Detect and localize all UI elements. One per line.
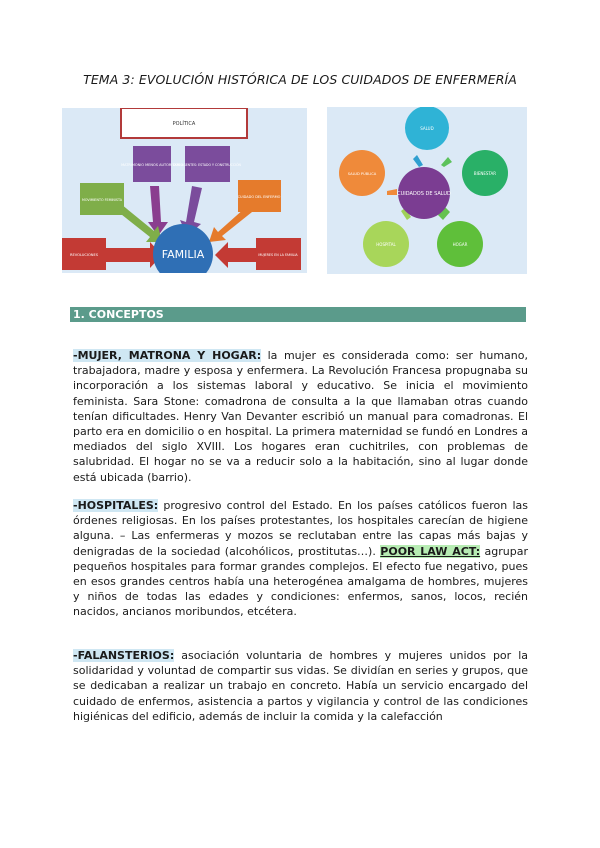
text-hospitales-1: progresivo control del Estado. En los países católicos fueron las órdenes religiosas. En los países protestantes, los hospitales carecían de higiene alguna. – Las enfermeras y mozos se reclutaban entre las capas más bajas y denigradas de la sociedad (alcohólicos, prostitutas…). [73, 499, 528, 558]
node-familia: FAMILIA [161, 248, 205, 261]
section-heading-bar [70, 307, 526, 322]
paragraph-mujer [73, 348, 528, 485]
familia-diagram [62, 108, 307, 273]
node-salud: SALUD [420, 126, 434, 131]
node-politica: POLÍTICA [172, 121, 196, 127]
label-poor-law-act: POOR LAW ACT: [380, 544, 481, 558]
cuidados-salud-diagram [327, 107, 527, 274]
node-movimiento: MOVIMIENTO FEMINISTA [82, 198, 122, 202]
label-mujer: -MUJER, MATRONA Y HOGAR: [73, 349, 262, 362]
paragraph-hospitales [73, 498, 528, 620]
text-mujer: la mujer es considerada como: ser humano, trabajadora, madre y esposa y enfermera. La Revolución Francesa propugnaba su incorporación a los sistemas laboral y educativo. Se inicia el movimiento feminista. Sara Stone: comadrona de consulta a la que llamaban otras cuando tenían dificultades. Henry Van Devanter escribió un manual para comadronas. El parto era en domicilio o en hospital. La primera maternidad se fundó en Londres a mediados del siglo XVIII. Los hogares eran cuchitriles, con problemas de salubridad. El hogar no se va a reducir solo a la habitación, sino al lugar donde está ubicada (barrio). [73, 349, 528, 484]
node-matrimonio: MATRIMONIO MENOS AUTORITARIO [121, 163, 183, 167]
node-mujeres: MUJERES EN LA FAMILIA [258, 253, 298, 257]
node-hospital: HOSPITAL [376, 242, 396, 247]
text-falansterios: asociación voluntaria de hombres y mujeres unidos por la solidaridad y voluntad de compartir sus vidas. Se dividían en series y grupos, que se dedicaban a realizar un trabajo en concreto. Había un servicio encargado del cuidado de enfermos, asistencia a partos y vigilancia y control de las condiciones higiénicas del edificio, además de incluir la comida y la calefacción [73, 649, 528, 723]
node-revoluciones: REVOLUCIONES [69, 253, 99, 257]
paragraph-falansterios [73, 648, 528, 724]
node-cuidados: CUIDADOS DE SALUD [397, 191, 451, 197]
node-hogar: HOGAR [452, 242, 468, 247]
text-hospitales-2: agrupar pequeños hospitales para formar grandes complejos. El efecto fue negativo, pues en esos grandes centros había una heterogénea amalgama de hombres, mujeres y niños de todas las edades y condiciones: enfermos, sanos, locos, recién nacidos, ancianos moribundos, etcétera. [73, 544, 528, 619]
label-falansterios: -FALANSTERIOS: [73, 649, 175, 662]
node-bienestar: BIENESTAR [473, 171, 497, 176]
node-cuidado: CUIDADO DEL ENFERMO [237, 195, 281, 199]
document-title: TEMA 3: EVOLUCIÓN HISTÓRICA DE LOS CUIDADOS DE ENFERMERÍA [83, 72, 517, 87]
node-salud-publica: SALUD PÚBLICA [347, 172, 377, 176]
section-heading: 1. CONCEPTOS [73, 308, 164, 321]
node-dos-agentes: DOS AGENTES: ESTADO Y CONSTRUCCIÓN [173, 163, 241, 167]
label-hospitales: -HOSPITALES: [73, 499, 159, 512]
